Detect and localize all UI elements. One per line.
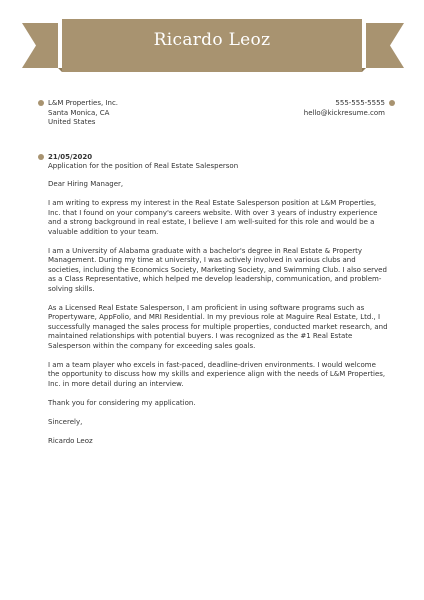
contact-email[interactable]: hello@kickresume.com xyxy=(303,108,385,117)
letter-paragraph: I am a team player who excels in fast-paced, deadline-driven environments. I would welcome the opportunity to discuss how my skills and experience align with the needs of L&M Properties, Inc. in more detail during an interview. xyxy=(48,360,386,388)
letter-paragraph: As a Licensed Real Estate Salesperson, I am proficient in using software programs such as Propertyware, AppFolio, and MRI Residential. In my previous role at Maguire Real Estate, Ltd., I successfully managed the sales process for multiple properties, conducted market research, and maintained relationships with potential buyers. I was recognized as the #1 Real Estate Salesperson within the company for exceeding sales goals. xyxy=(48,303,388,350)
recipient-country: United States xyxy=(48,118,96,126)
ribbon-left-tail xyxy=(22,23,58,68)
letter-date: 21/05/2020 xyxy=(48,153,93,161)
letter-paragraph: Thank you for considering my application. xyxy=(48,398,196,407)
letter-signature: Ricardo Leoz xyxy=(48,436,93,445)
date-bullet-icon xyxy=(38,154,44,160)
ribbon-right-fold xyxy=(362,68,366,72)
letter-paragraph: I am writing to express my interest in the Real Estate Salesperson position at L&M Properties, Inc. that I found on your company's careers website. With over 3 years of industry experience and a strong background in real estate, I believe I am well-suited for this role and would be a valuable addition to your team. xyxy=(48,199,378,236)
recipient-city: Santa Monica, CA xyxy=(48,108,110,117)
applicant-name: Ricardo Leoz xyxy=(153,30,271,50)
letter-subject: Application for the position of Real Estate Salesperson xyxy=(48,162,239,170)
recipient-address xyxy=(48,99,118,128)
name-banner xyxy=(0,0,424,80)
ribbon-left-fold xyxy=(58,68,62,72)
letter-paragraph: I am a University of Alabama graduate with a bachelor's degree in Real Estate & Property Management. During my time at university, I was actively involved in various clubs and societies, including the Economics Society, Marketing Society, and Swimming Club. I also served as a Class Representative, which helped me develop leadership, communication, and problem-solving skills. xyxy=(48,246,387,293)
recipient-company: L&M Properties, Inc. xyxy=(48,99,119,107)
contact-bullet-icon xyxy=(389,100,395,106)
letter-body xyxy=(48,180,388,456)
contact-info xyxy=(304,99,385,118)
ribbon-right-tail xyxy=(366,23,404,68)
letter-closing: Sincerely, xyxy=(48,417,83,426)
letter-greeting: Dear Hiring Manager, xyxy=(48,180,124,188)
recipient-bullet-icon xyxy=(38,100,44,106)
contact-phone: 555-555-5555 xyxy=(335,99,385,107)
